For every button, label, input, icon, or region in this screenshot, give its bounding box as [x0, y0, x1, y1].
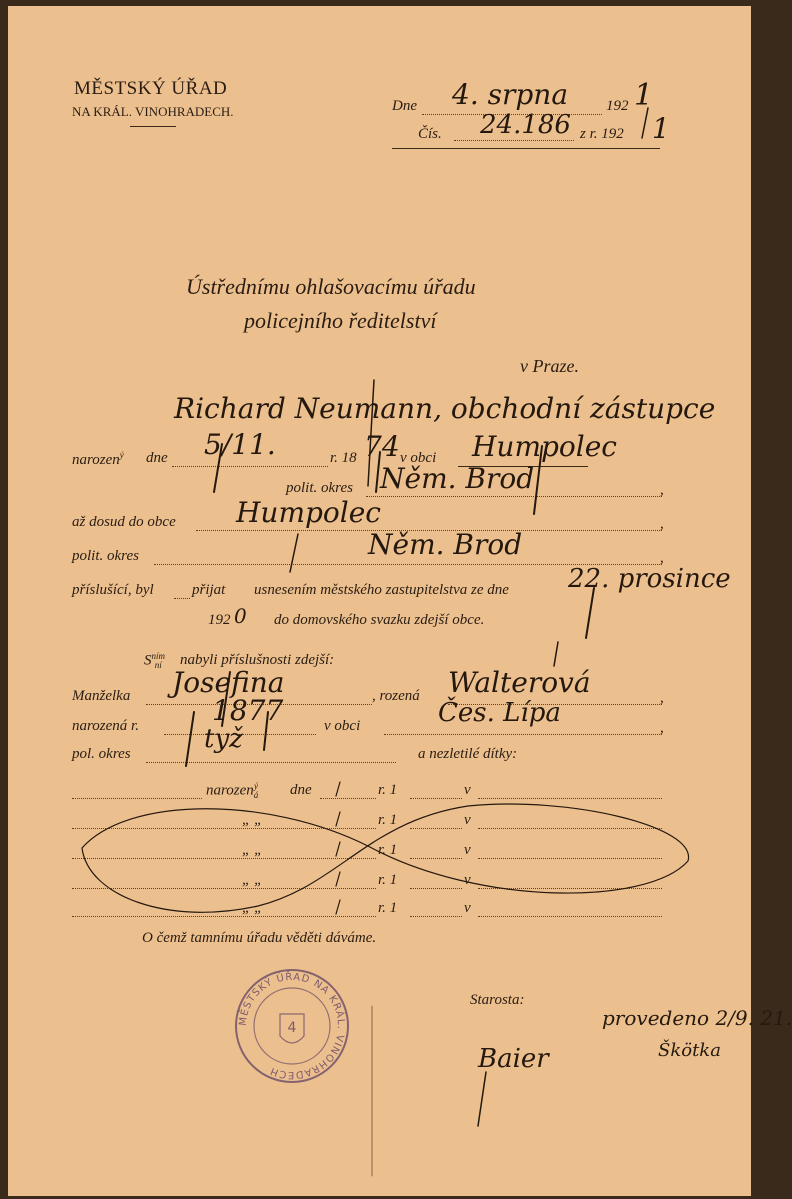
child-v: v: [464, 872, 471, 888]
registration-document: MĚSTSKÝ ÚŘAD NA KRÁL. VINOHRADECH. Dne 4. srpna 192 1 Čís. 24.186 z r. 192 1 Ústřednímu ohlašovacímu úřadu policejního ředitelství v Praze. Richard Neumann, obchodní zástupce narozen$^ý$ dne 5/11. r. 18 74 v obci Humpolec polit. okres Něm. Brod , až dosud do obce Humpolec , polit. okres Něm. Brod , příslušící, byl přijat usnesením městského zastupitelstva ze dne 22. prosince 192 0 do domovského svazku zdejší obce. Sním ní nabyli příslušnosti zdejší: Manželka Josefina , rozená Walterová , narozená r. 1877 v obci Čes. Lípa , pol. okres tyž a nezletilé dítky: narozený á dne r. 1 v „ „ r. 1 v „ „ r. 1 v „ „ r. 1 v „ „ r. 1 v O čemž tamnímu úřadu věděti dáváme. Starosta: MĚSTSKÝ ÚŘAD NA KRÁL. VINOHRADECH 4 Baier provedeno 2/9. 21. Škötka: [8, 6, 751, 1196]
addressee-place: v Praze.: [520, 356, 579, 376]
svg-text:MĚSTSKÝ ÚŘAD NA KRÁL. VINOHRAD: MĚSTSKÝ ÚŘAD NA KRÁL. VINOHRADECH: [237, 971, 347, 1081]
belonging-label: příslušící, byl: [72, 582, 154, 598]
zr-label: z r. 192: [580, 126, 624, 142]
mayor-signature: Baier: [478, 1044, 549, 1074]
born-r-label: r. 18: [330, 450, 357, 466]
children-label: a nezletilé dítky:: [418, 746, 518, 762]
year-label: 192: [606, 98, 629, 114]
processed-note: provedeno 2/9. 21.: [602, 1006, 792, 1030]
until-place: Humpolec: [236, 496, 381, 529]
addressee-line1: Ústřednímu ohlašovacímu úřadu: [186, 274, 476, 299]
wife-district: tyž: [204, 724, 243, 754]
child-dne: dne: [290, 782, 312, 798]
born-place: Humpolec: [472, 430, 617, 463]
office-subtitle: NA KRÁL. VINOHRADECH.: [72, 104, 234, 119]
born-district: Něm. Brod: [380, 462, 535, 495]
addressee-line2: policejního ředitelství: [244, 308, 437, 333]
wife-place: Čes. Lípa: [438, 698, 561, 728]
wife-maiden: Walterová: [448, 666, 591, 699]
child-born-label: „ „: [242, 872, 263, 888]
born-obci-label: v obci: [400, 450, 437, 466]
person-name: Richard Neumann, obchodní zástupce: [174, 392, 716, 425]
until-district: Něm. Brod: [368, 528, 523, 561]
born-date: 5/11.: [204, 428, 276, 461]
acquired-label: nabyli příslušnosti zdejší:: [180, 652, 335, 668]
cis-value: 24.186: [480, 110, 571, 140]
date-value: 4. srpna: [452, 78, 569, 111]
wife-born-label: narozená r.: [72, 718, 139, 734]
child-r: r. 1: [378, 812, 398, 828]
born-label: narozen$^ý$: [72, 450, 124, 468]
with-label: Sním ní: [144, 651, 165, 670]
office-name: MĚSTSKÝ ÚŘAD: [74, 78, 228, 99]
svg-text:4: 4: [287, 1020, 297, 1036]
decision-year-prefix: 192: [208, 612, 231, 628]
child-r: r. 1: [378, 872, 398, 888]
until-polit-okres-label: polit. okres: [72, 548, 139, 564]
year-digit: 1: [634, 78, 654, 113]
decision-end: do domovského svazku zdejší obce.: [274, 612, 485, 628]
nee-label: , rozená: [372, 688, 420, 704]
zr-digit: 1: [652, 112, 670, 145]
child-v: v: [464, 842, 471, 858]
accepted-label: přijat: [192, 582, 226, 598]
decision-year-digit: 0: [234, 604, 247, 628]
decision-date: 22. prosince: [568, 564, 731, 594]
cis-label: Čís.: [418, 126, 442, 142]
child-v: v: [464, 900, 471, 916]
wife-year: 1877: [212, 694, 284, 727]
born-dne-label: dne: [146, 450, 168, 466]
official-stamp: [232, 966, 352, 1086]
wife-label: Manželka: [72, 688, 131, 704]
child-born-label: „ „: [242, 900, 263, 916]
born-polit-okres-label: polit. okres: [286, 480, 353, 496]
wife-district-label: pol. okres: [72, 746, 131, 762]
child-r: r. 1: [378, 842, 398, 858]
wife-obci-label: v obci: [324, 718, 361, 734]
child-v: v: [464, 782, 471, 798]
born-year: 74: [364, 430, 400, 463]
child-v: v: [464, 812, 471, 828]
child-born-label: narozený á: [206, 781, 259, 800]
mayor-label: Starosta:: [470, 992, 525, 1008]
notice-text: O čemž tamnímu úřadu věděti dáváme.: [142, 930, 377, 946]
child-r: r. 1: [378, 900, 398, 916]
decision-label: usnesením městského zastupitelstva ze dne: [254, 582, 509, 598]
wife-name: Josefina: [172, 666, 285, 699]
clerk-signature: Škötka: [658, 1040, 721, 1061]
until-label: až dosud do obce: [72, 514, 176, 530]
child-born-label: „ „: [242, 812, 263, 828]
child-r: r. 1: [378, 782, 398, 798]
child-born-label: „ „: [242, 842, 263, 858]
dne-label: Dne: [392, 98, 417, 114]
